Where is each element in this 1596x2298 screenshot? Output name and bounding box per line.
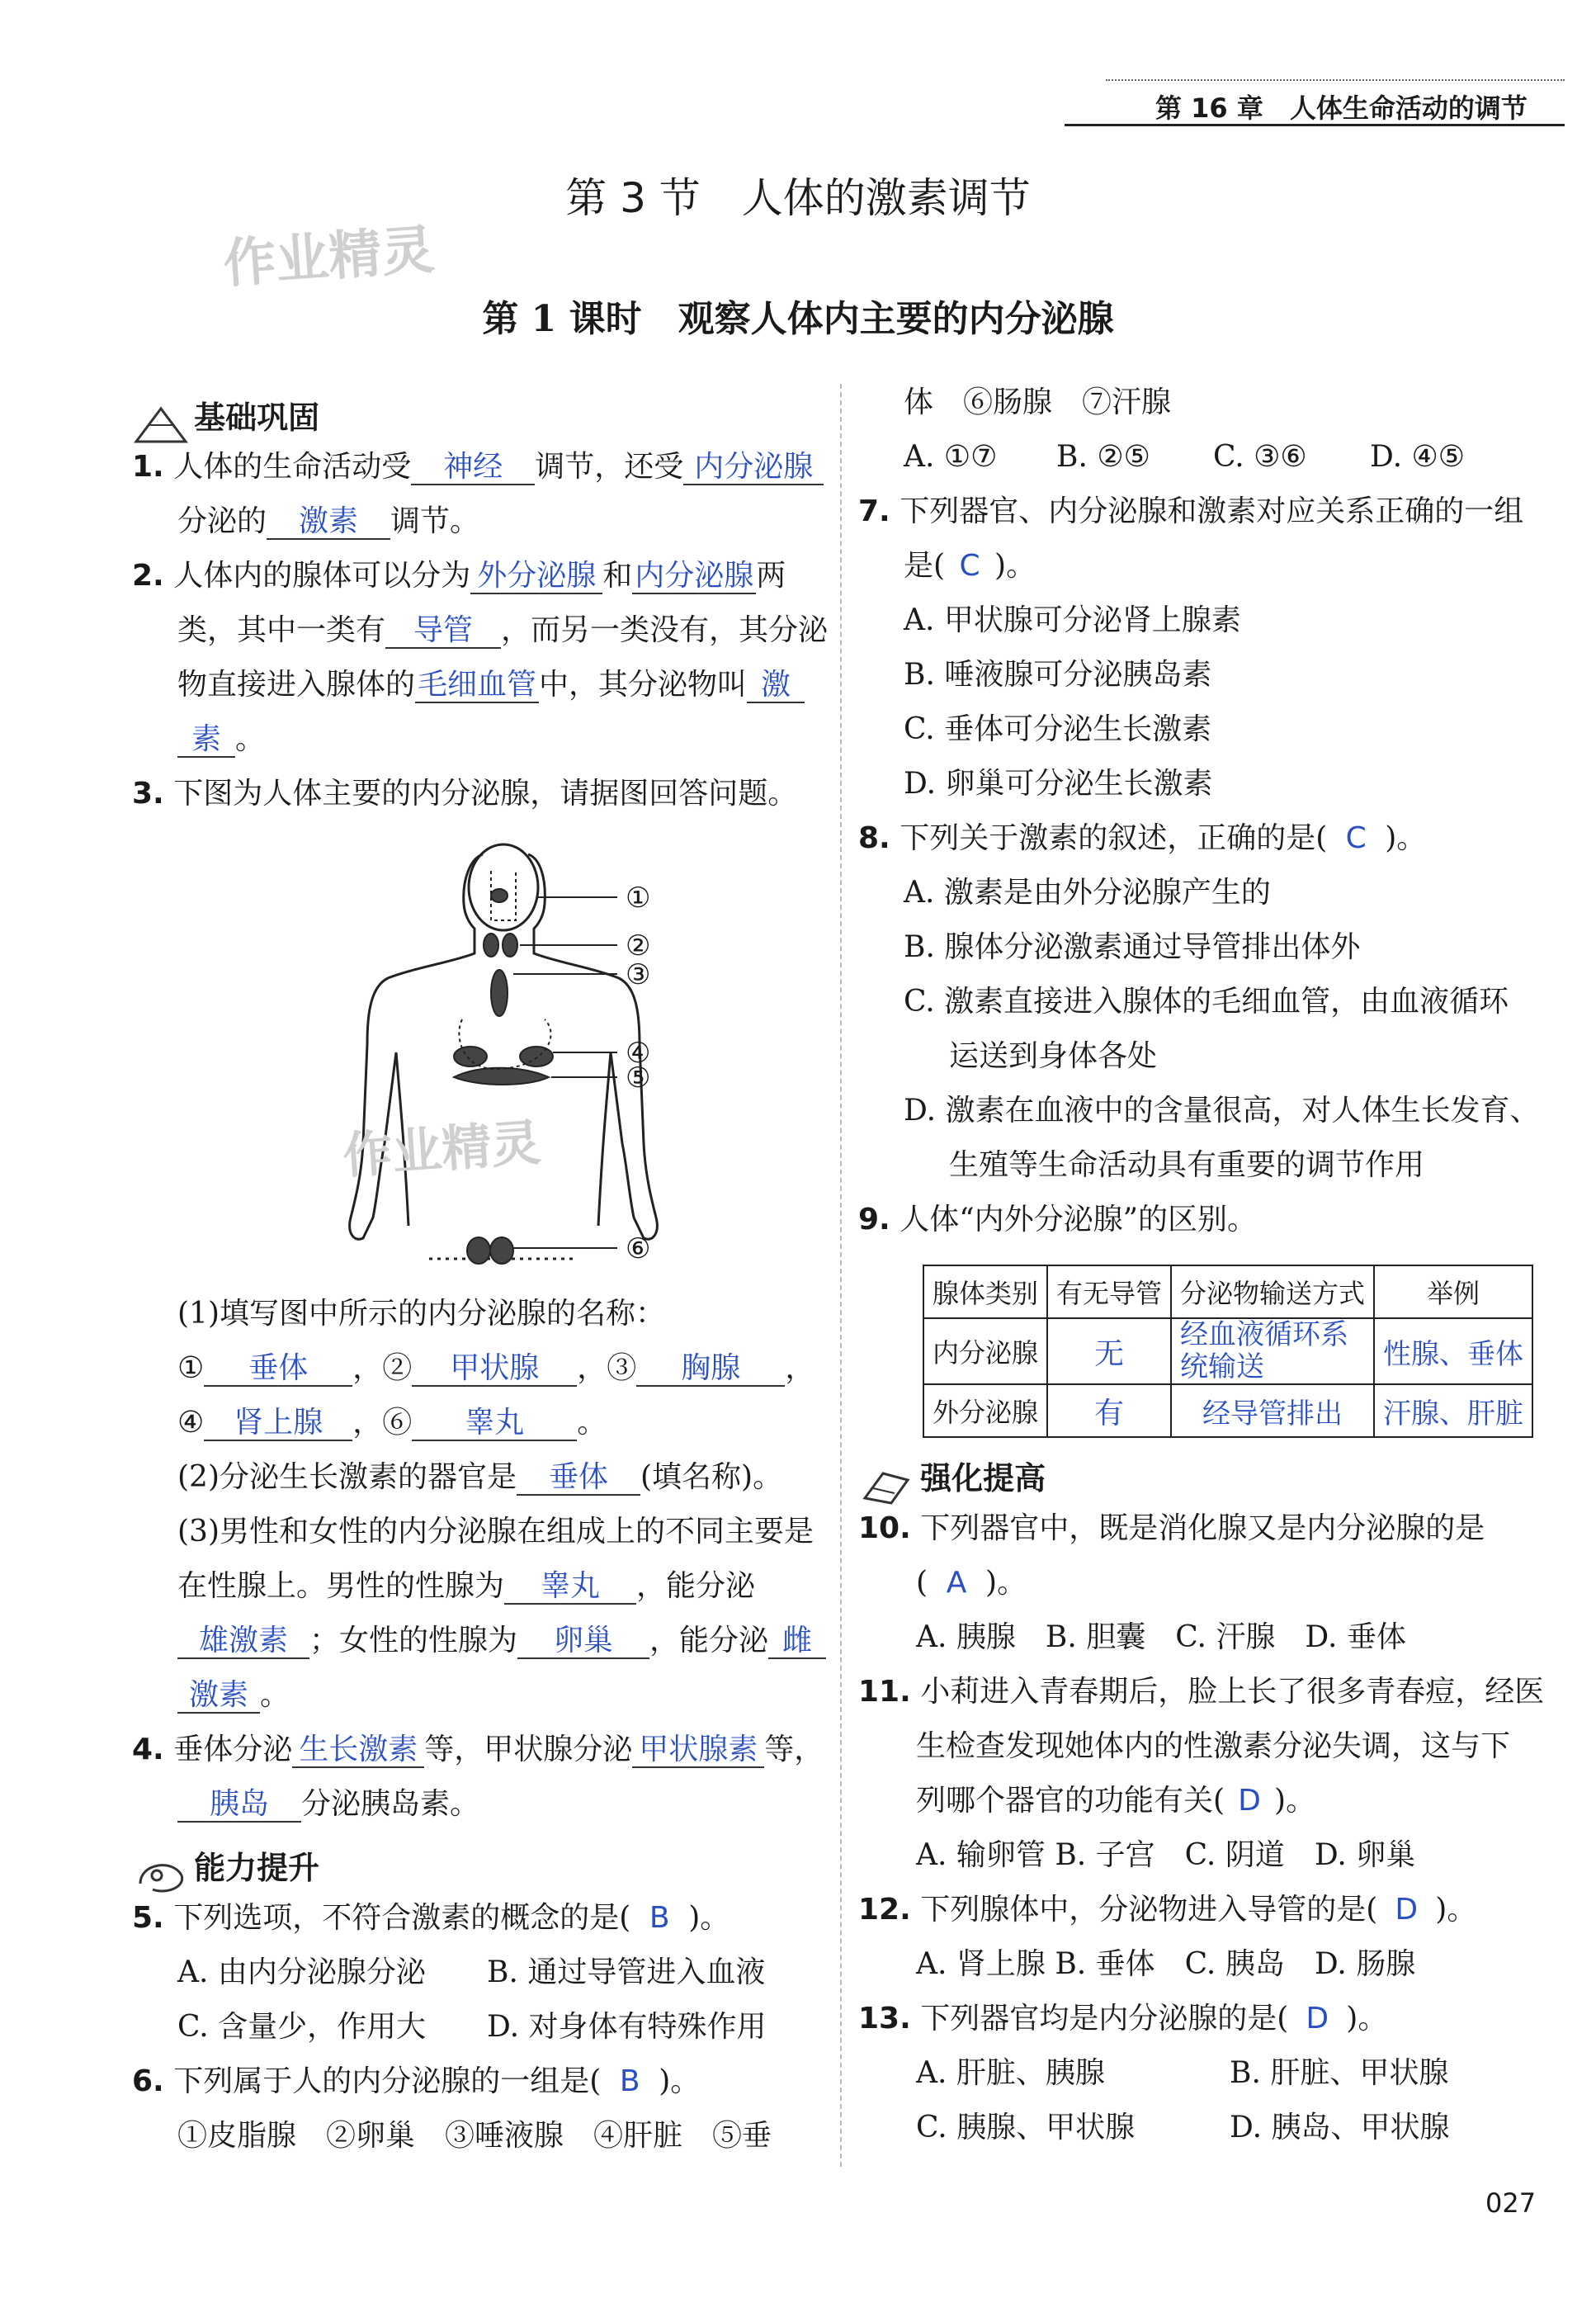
- header-rule: [1106, 79, 1565, 81]
- q3-text: ，能分泌: [636, 1569, 756, 1603]
- q3-label: ，③: [577, 1351, 637, 1385]
- q3-text: 。: [260, 1678, 290, 1712]
- table-header: 分泌物输送方式: [1171, 1265, 1374, 1318]
- q1-answer-3: 激素: [267, 505, 390, 540]
- q11-text: 小莉进入青春期后，脸上长了很多青春痘，经医: [920, 1675, 1545, 1709]
- q3-answer-3: 胸腺: [636, 1352, 785, 1387]
- q3-text: ；女性的性腺为: [309, 1624, 518, 1657]
- table-cell: 外分泌腺: [923, 1384, 1047, 1437]
- q13-text: )。: [1346, 2002, 1388, 2036]
- q7-text: 下列器官、内分泌腺和激素对应关系正确的一组: [900, 494, 1524, 528]
- q4-line2: [177, 1786, 479, 1823]
- q13-number: 13.: [858, 2002, 911, 2036]
- q3-part3-row1: (3)男性和女性的内分泌腺在组成上的不同主要是: [177, 1515, 814, 1549]
- q12-answer: D: [1395, 1893, 1419, 1927]
- table-row: [923, 1384, 1532, 1437]
- q2-text: 人体内的腺体可以分为: [173, 559, 471, 593]
- q2-text: 物直接进入腺体的: [177, 668, 416, 702]
- basic-section-header: [132, 392, 319, 446]
- q11-answer: D: [1238, 1784, 1261, 1818]
- q4-text: 分泌胰岛素。: [301, 1787, 480, 1821]
- q5-option-b: B. 通过导管进入血液: [487, 1955, 766, 1989]
- q6-stem: [132, 2064, 700, 2099]
- q3-answer-8: 雄激素: [177, 1624, 309, 1659]
- q10-options: A. 胰腺 B. 胆囊 C. 汗腺 D. 垂体: [916, 1620, 1406, 1654]
- q8-option-d: D. 激素在血液中的含量很高，对人体生长发育、: [904, 1094, 1540, 1128]
- table-cell-answer: 经血液循环系统输送: [1171, 1318, 1374, 1384]
- table-cell-answer: 性腺、垂体: [1374, 1318, 1532, 1384]
- header-underline: [1065, 124, 1565, 126]
- q2-answer-5: 激: [747, 669, 805, 703]
- q3-part2: [177, 1459, 782, 1496]
- q2-answer-4: 毛细血管: [415, 669, 539, 703]
- q10-text: 下列器官中，既是消化腺又是内分泌腺的是: [920, 1511, 1485, 1545]
- q3-text: 下图为人体主要的内分泌腺，请据图回答问题。: [173, 777, 798, 811]
- q7-text: 是(: [904, 549, 946, 583]
- q5-text: )。: [688, 1901, 730, 1935]
- q12-text: )。: [1435, 1893, 1477, 1927]
- q1-text: 人体的生命活动受: [173, 450, 412, 484]
- q10-answer: A: [946, 1566, 967, 1600]
- q9-number: 9.: [858, 1203, 890, 1236]
- q3-answer-7: 睾丸: [504, 1570, 636, 1605]
- q4-number: 4.: [132, 1733, 164, 1766]
- q8-stem: [858, 820, 1426, 856]
- table-row: [923, 1318, 1532, 1384]
- q3-label: ，②: [352, 1351, 413, 1385]
- q3-answer-2: 甲状腺: [412, 1352, 577, 1387]
- q1-line2: [177, 504, 479, 540]
- q3-answer-1: 垂体: [204, 1352, 352, 1387]
- q3-answer-10: 雌: [768, 1624, 826, 1659]
- q6-text: 下列属于人的内分泌腺的一组是(: [173, 2064, 602, 2098]
- q4-text: 垂体分泌: [173, 1733, 293, 1766]
- table-cell-answer: 汗腺、肝脏: [1374, 1384, 1532, 1437]
- q2-answer-2: 内分泌腺: [632, 560, 756, 594]
- watermark: 作业精灵: [221, 220, 437, 296]
- q6-text: )。: [659, 2064, 701, 2098]
- diagram-label-6: ⑥: [626, 1232, 651, 1265]
- q8-option-c-cont: 运送到身体各处: [949, 1039, 1158, 1073]
- table-header: 有无导管: [1047, 1265, 1171, 1318]
- q8-option-c: C. 激素直接进入腺体的毛细血管，由血液循环: [904, 985, 1509, 1019]
- q3-label: 。: [577, 1406, 607, 1440]
- q11-stem2: 生检查发现她体内的性激素分泌失调，这与下: [916, 1729, 1511, 1763]
- q2-answer-3: 导管: [385, 614, 501, 649]
- q7-stem2: [904, 548, 1036, 584]
- q11-options: A. 输卵管 B. 子宫 C. 阴道 D. 卵巢: [916, 1838, 1416, 1872]
- q3-answer-11: 激素: [177, 1679, 260, 1714]
- table-cell-answer: 经导管排出: [1171, 1384, 1374, 1437]
- q4-answer-2: 甲状腺素: [632, 1733, 764, 1768]
- table-cell-answer: 无: [1047, 1318, 1171, 1384]
- table-cell-answer: 有: [1047, 1384, 1171, 1437]
- q5-answer: B: [649, 1901, 670, 1935]
- q3-text: ，能分泌: [649, 1624, 769, 1657]
- q4-text: 等，: [764, 1733, 824, 1766]
- q9-stem: [858, 1202, 1257, 1237]
- q5-option-c: C. 含量少，作用大: [177, 2010, 427, 2044]
- q4-text: 等，甲状腺分泌: [424, 1733, 633, 1766]
- q1-text: 调节。: [390, 504, 480, 538]
- section-title: 第 3 节 人体的激素调节: [565, 174, 1031, 222]
- q1-answer-2: 内分泌腺: [683, 451, 824, 485]
- q13-text: 下列器官均是内分泌腺的是(: [920, 2002, 1289, 2036]
- q7-number: 7.: [858, 494, 890, 528]
- book-pencil-icon: [858, 1465, 916, 1506]
- q5-number: 5.: [132, 1901, 164, 1935]
- q1-line1: [132, 449, 824, 485]
- table-header: 腺体类别: [923, 1265, 1047, 1318]
- q2-text: 中，其分泌物叫: [539, 668, 748, 702]
- q3-part3-row4: [177, 1677, 290, 1714]
- q12-stem: [858, 1892, 1476, 1927]
- q3-part1-row2: [177, 1405, 607, 1441]
- diagram-label-5: ⑤: [626, 1062, 651, 1095]
- lesson-title: 第 1 课时 观察人体内主要的内分泌腺: [482, 298, 1114, 340]
- q2-line2: [177, 612, 828, 649]
- q3-answer-5: 睾丸: [412, 1407, 577, 1441]
- diagram-label-1: ①: [626, 882, 651, 915]
- q3-part3-row3: [177, 1623, 826, 1659]
- q12-options: A. 肾上腺 B. 垂体 C. 胰岛 D. 肠腺: [916, 1947, 1416, 1981]
- q10-number: 10.: [858, 1511, 911, 1545]
- q2-text: 。: [235, 722, 266, 756]
- q2-answer-1: 外分泌腺: [470, 560, 602, 594]
- q3-answer-9: 卵巢: [517, 1624, 649, 1659]
- q2-answer-6: 素: [177, 723, 235, 758]
- q10-text: (: [916, 1566, 928, 1600]
- q7-option-b: B. 唾液腺可分泌胰岛素: [904, 658, 1212, 692]
- q3-answer-6: 垂体: [517, 1461, 640, 1496]
- q2-text: 和: [602, 559, 633, 593]
- q13-option-a: A. 肝脏、胰腺: [916, 2056, 1105, 2090]
- q8-option-d-cont: 生殖等生命活动具有重要的调节作用: [949, 1148, 1425, 1182]
- table-cell: 内分泌腺: [923, 1318, 1047, 1384]
- endocrine-diagram: [330, 830, 677, 1292]
- q13-option-d: D. 胰岛、甲状腺: [1230, 2111, 1450, 2144]
- q2-text: ，而另一类没有，其分泌: [501, 613, 829, 647]
- q5-option-a: A. 由内分泌腺分泌: [177, 1955, 426, 1989]
- q3-answer-4: 肾上腺: [204, 1407, 352, 1441]
- q7-option-c: C. 垂体可分泌生长激素: [904, 712, 1212, 746]
- q2-number: 2.: [132, 559, 164, 593]
- q13-option-b: B. 肝脏、甲状腺: [1230, 2056, 1449, 2090]
- q10-text: )。: [985, 1566, 1027, 1600]
- q3-label: ，: [785, 1351, 815, 1385]
- q1-text: 调节，还受: [535, 450, 684, 484]
- q13-answer: D: [1306, 2002, 1329, 2036]
- q9-text: 人体“内外分泌腺”的区别。: [900, 1203, 1257, 1236]
- q8-text: )。: [1385, 821, 1427, 855]
- q7-option-a: A. 甲状腺可分泌肾上腺素: [904, 603, 1241, 637]
- ability-icon: [132, 1855, 190, 1896]
- page-number: 027: [1485, 2187, 1537, 2219]
- q3-text: 在性腺上。男性的性腺为: [177, 1569, 505, 1603]
- q11-stem: [858, 1674, 1544, 1709]
- basic-title: 基础巩固: [194, 400, 320, 436]
- q5-option-d: D. 对身体有特殊作用: [487, 2010, 767, 2044]
- q3-line1: [132, 776, 797, 811]
- q6-items-cont: 体 ⑥肠腺 ⑦汗腺: [904, 385, 1172, 419]
- advanced-title: 强化提高: [920, 1460, 1046, 1497]
- q12-number: 12.: [858, 1893, 911, 1927]
- q1-number: 1.: [132, 450, 164, 484]
- q6-answer: B: [619, 2064, 640, 2098]
- q6-option-c: C. ③⑥: [1213, 440, 1307, 474]
- q10-stem: [858, 1511, 1485, 1546]
- q6-items: ①皮脂腺 ②卵巢 ③唾液腺 ④肝脏 ⑤垂: [177, 2119, 772, 2153]
- q8-answer: C: [1345, 821, 1367, 855]
- q11-number: 11.: [858, 1675, 911, 1709]
- q3-part3-row2: [177, 1568, 755, 1605]
- q6-number: 6.: [132, 2064, 164, 2098]
- q8-text: 下列关于激素的叙述，正确的是(: [900, 821, 1328, 855]
- q3-label: ①: [177, 1351, 205, 1385]
- q7-option-d: D. 卵巢可分泌生长激素: [904, 767, 1213, 801]
- advanced-section-header: [858, 1453, 1046, 1506]
- table-header: 举例: [1374, 1265, 1532, 1318]
- q2-text: 两: [756, 559, 786, 593]
- ruler-compass-icon: [132, 404, 190, 446]
- q2-line3: [177, 667, 805, 703]
- chapter-header: 第 16 章 人体生命活动的调节: [1155, 92, 1528, 124]
- q8-option-a: A. 激素是由外分泌腺产生的: [904, 876, 1271, 910]
- q7-stem: [858, 494, 1523, 529]
- q8-option-b: B. 腺体分泌激素通过导管排出体外: [904, 930, 1361, 964]
- q6-option-a: A. ①⑦: [904, 440, 998, 474]
- q3-part1: (1)填写图中所示的内分泌腺的名称：: [177, 1297, 665, 1331]
- q2-line4: [177, 721, 265, 758]
- diagram-label-4: ④: [626, 1037, 651, 1070]
- table-header-row: [923, 1265, 1532, 1318]
- q1-answer-1: 神经: [411, 451, 535, 485]
- q7-text: )。: [994, 549, 1036, 583]
- q11-text: 列哪个器官的功能有关(: [916, 1784, 1225, 1818]
- diagram-label-2: ②: [626, 929, 651, 962]
- q13-option-c: C. 胰腺、甲状腺: [916, 2111, 1136, 2144]
- q5-text: 下列选项，不符合激素的概念的是(: [173, 1901, 631, 1935]
- q8-number: 8.: [858, 821, 890, 855]
- q1-text: 分泌的: [177, 504, 267, 538]
- q3-number: 3.: [132, 777, 164, 811]
- q12-text: 下列腺体中，分泌物进入导管的是(: [920, 1893, 1378, 1927]
- column-divider: [840, 384, 842, 2167]
- ability-section-header: [132, 1842, 319, 1896]
- q4-line1: [132, 1732, 824, 1768]
- q11-stem3: [916, 1783, 1315, 1818]
- watermark: 作业精灵: [341, 1114, 543, 1186]
- gland-comparison-table: [923, 1265, 1533, 1438]
- q3-part1-row1: [177, 1350, 815, 1387]
- q6-option-b: B. ②⑤: [1056, 440, 1150, 474]
- q2-line1: [132, 558, 786, 594]
- q3-text: (2)分泌生长激素的器官是: [177, 1460, 517, 1494]
- q5-stem: [132, 1900, 730, 1936]
- q2-text: 类，其中一类有: [177, 613, 386, 647]
- ability-title: 能力提升: [194, 1850, 320, 1886]
- q10-stem2: [916, 1565, 1027, 1601]
- diagram-label-3: ③: [626, 958, 651, 991]
- q7-answer: C: [959, 549, 980, 583]
- q3-label: ，⑥: [352, 1406, 413, 1440]
- q3-label: ④: [177, 1406, 205, 1440]
- q4-answer-1: 生长激素: [292, 1733, 424, 1768]
- q6-option-d: D. ④⑤: [1370, 440, 1466, 474]
- q3-text: (填名称)。: [640, 1460, 783, 1494]
- q11-text: )。: [1274, 1784, 1316, 1818]
- q13-stem: [858, 2001, 1387, 2036]
- q4-answer-3: 胰岛: [177, 1788, 301, 1823]
